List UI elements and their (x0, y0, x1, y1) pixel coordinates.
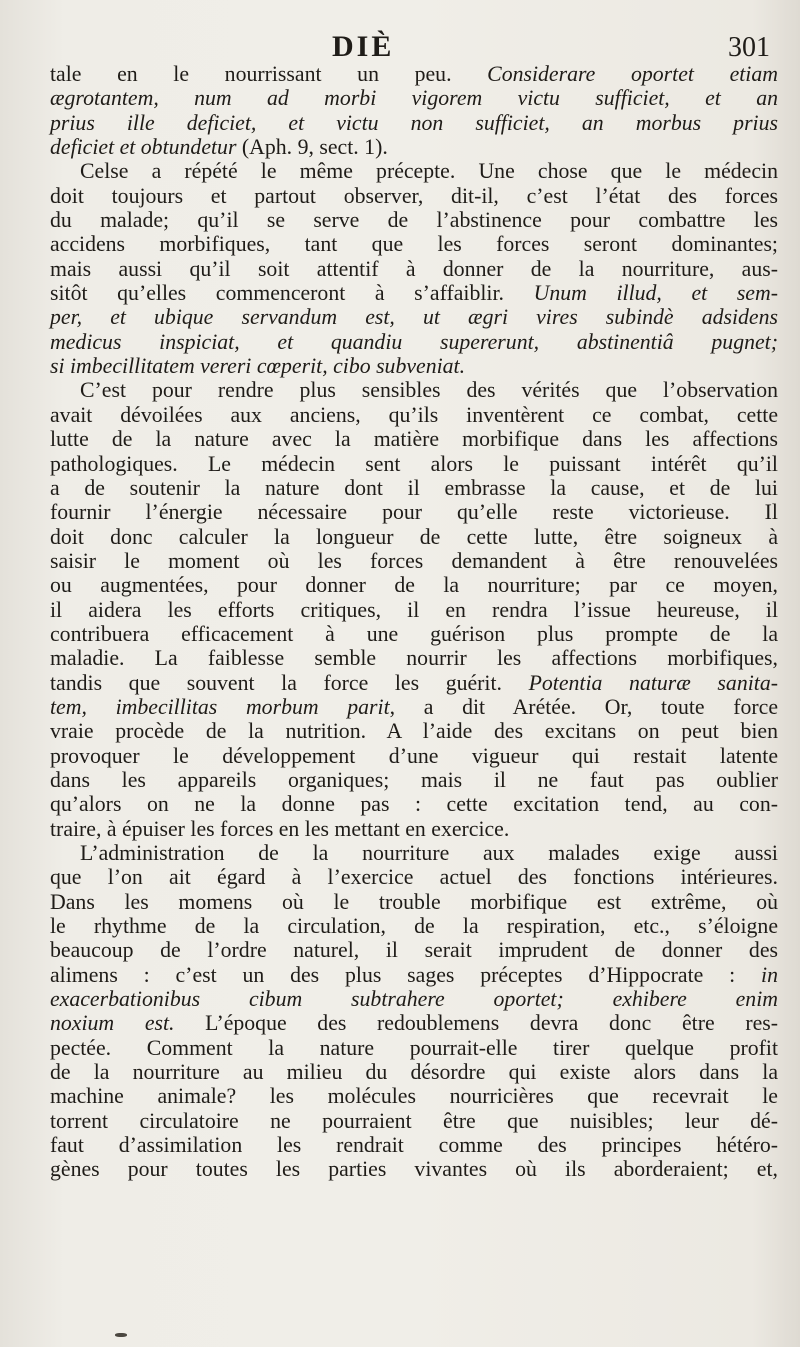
italic-text-segment: per, et ubique servandum est, ut ægri vires subindè adsidens (50, 305, 778, 330)
text-line (50, 1036, 778, 1060)
italic-text-segment: Potentia naturæ sanita- (528, 670, 778, 695)
text-segment: traire, à épuiser les forces en les mettant en exercice. (50, 816, 510, 841)
text-segment: accidens morbifiques, tant que les forces seront dominantes; (50, 232, 778, 257)
text-line (50, 452, 778, 476)
text-line (50, 62, 778, 86)
text-segment: tandis que souvent la force les guérit. (50, 670, 529, 695)
text-line (50, 987, 778, 1011)
text-line (50, 330, 778, 354)
text-segment: alimens : c’est un des plus sages préceptes d’Hippocrate : (50, 962, 762, 987)
text-segment: provoquer le développement d’une vigueur qui restait latente (50, 743, 778, 768)
text-line (50, 1084, 778, 1108)
text-line (50, 598, 778, 622)
text-line (50, 257, 778, 281)
italic-text-segment: in (761, 962, 778, 987)
body-text (50, 62, 778, 1182)
text-line (50, 865, 778, 889)
text-segment: que l’on ait égard à l’exercice actuel des fonctions intérieures. (50, 865, 778, 890)
italic-text-segment: si imbecillitatem vereri cœperit, cibo subveniat. (50, 354, 466, 379)
text-segment: sitôt qu’elles commenceront à s’affaiblir. (50, 281, 534, 306)
text-segment: torrent circulatoire ne pourraient être que nuisibles; leur dé- (50, 1108, 778, 1133)
text-line (50, 427, 778, 451)
text-line (50, 622, 778, 646)
italic-text-segment: deficiet et obtundetur (50, 135, 237, 160)
text-line (50, 208, 778, 232)
text-line (50, 1060, 778, 1084)
italic-text-segment: noxium est. (50, 1011, 175, 1036)
text-line (50, 111, 778, 135)
text-segment: C’est pour rendre plus sensibles des vérités que l’observation (80, 378, 778, 403)
text-segment: L’époque des redoublemens devra donc être res- (174, 1011, 778, 1036)
text-line (50, 792, 778, 816)
text-segment: fournir l’énergie nécessaire pour qu’elle reste victorieuse. Il (50, 500, 778, 525)
text-line (50, 305, 778, 329)
text-line (50, 354, 778, 378)
text-line (50, 1157, 778, 1181)
text-segment: pathologiques. Le médecin sent alors le puissant intérêt qu’il (50, 451, 778, 476)
text-line (50, 963, 778, 987)
text-line (50, 232, 778, 256)
ink-smudge (115, 1333, 127, 1337)
text-segment: qu’alors on ne la donne pas : cette excitation tend, au con- (50, 792, 778, 817)
italic-text-segment: Unum illud, et sem- (533, 281, 778, 306)
text-line (50, 403, 778, 427)
text-segment: (Aph. 9, sect. 1). (236, 135, 388, 160)
text-line (50, 378, 778, 402)
text-segment: doit toujours et partout observer, dit-il, c’est l’état des forces (50, 183, 778, 208)
text-line (50, 719, 778, 743)
italic-text-segment: tem, imbecillitas morbum parit (50, 694, 390, 719)
text-line (50, 476, 778, 500)
text-line (50, 914, 778, 938)
italic-text-segment: prius ille deficiet, et victu non sufficiet, an morbus prius (50, 110, 778, 135)
running-title: DIÈ (332, 30, 395, 63)
text-line (50, 744, 778, 768)
italic-text-segment: exacerbationibus cibum subtrahere oportet; exhibere enim (50, 987, 778, 1012)
text-segment: a de soutenir la nature dont il embrasse la cause, et de lui (50, 475, 778, 500)
text-segment: tale en le nourrissant un peu. (50, 62, 488, 86)
text-line (50, 549, 778, 573)
text-segment: lutte de la nature avec la matière morbifique dans les affections (50, 427, 778, 452)
text-line (50, 841, 778, 865)
text-line (50, 281, 778, 305)
text-segment: pectée. Comment la nature pourrait-elle tirer quelque profit (50, 1035, 778, 1060)
text-segment: dans les appareils organiques; mais il ne faut pas oublier (50, 767, 778, 792)
text-segment: beaucoup de l’ordre naturel, il serait imprudent de donner des (50, 938, 778, 963)
text-segment: du malade; qu’il se serve de l’abstinence pour combattre les (50, 208, 778, 233)
text-line (50, 817, 778, 841)
page-number: 301 (728, 32, 770, 63)
text-segment: maladie. La faiblesse semble nourrir les affections morbifiques, (50, 646, 778, 671)
text-segment: , a dit Arétée. Or, toute force (389, 694, 778, 719)
text-segment: faut d’assimilation les rendrait comme des principes hétéro- (50, 1133, 778, 1158)
text-segment: doit donc calculer la longueur de cette lutte, être soigneux à (50, 524, 778, 549)
text-segment: L’administration de la nourriture aux malades exige aussi (80, 841, 778, 865)
text-segment: saisir le moment où les forces demandent à être renouvelées (50, 548, 778, 573)
text-line (50, 1109, 778, 1133)
text-line (50, 135, 778, 159)
text-line (50, 646, 778, 670)
text-line (50, 573, 778, 597)
text-line (50, 695, 778, 719)
text-segment: machine animale? les molécules nourricières que recevrait le (50, 1084, 778, 1109)
text-line (50, 500, 778, 524)
text-line (50, 1133, 778, 1157)
italic-text-segment: medicus inspiciat, et quandiu supererunt, abstinentiâ pugnet; (50, 329, 778, 354)
text-segment: gènes pour toutes les parties vivantes où ils aborderaient; et, (50, 1157, 778, 1182)
text-segment: avait dévoilées aux anciens, qu’ils inventèrent ce combat, cette (50, 402, 778, 427)
text-segment: Celse a répété le même précepte. Une chose que le médecin (80, 159, 778, 184)
text-line (50, 938, 778, 962)
text-segment: ou augmentées, pour donner de la nourriture; par ce moyen, (50, 573, 778, 598)
text-segment: Dans les momens où le trouble morbifique est extrême, où (50, 889, 778, 914)
text-segment: de la nourriture au milieu du désordre qui existe alors dans la (50, 1060, 778, 1085)
text-line (50, 525, 778, 549)
text-segment: contribuera efficacement à une guérison plus prompte de la (50, 621, 778, 646)
running-head (0, 30, 800, 66)
text-line (50, 768, 778, 792)
italic-text-segment: ægrotantem, num ad morbi vigorem victu sufficiet, et an (50, 86, 778, 111)
text-line (50, 890, 778, 914)
text-line (50, 184, 778, 208)
text-line (50, 1011, 778, 1035)
text-segment: il aidera les efforts critiques, il en rendra l’issue heureuse, il (50, 597, 778, 622)
text-line (50, 671, 778, 695)
italic-text-segment: Considerare oportet etiam (487, 62, 778, 86)
text-segment: vraie procède de la nutrition. A l’aide des excitans on peut bien (50, 719, 778, 744)
text-line (50, 159, 778, 183)
text-line (50, 86, 778, 110)
text-segment: mais aussi qu’il soit attentif à donner de la nourriture, aus- (50, 256, 778, 281)
text-segment: le rhythme de la circulation, de la respiration, etc., s’éloigne (50, 914, 778, 939)
